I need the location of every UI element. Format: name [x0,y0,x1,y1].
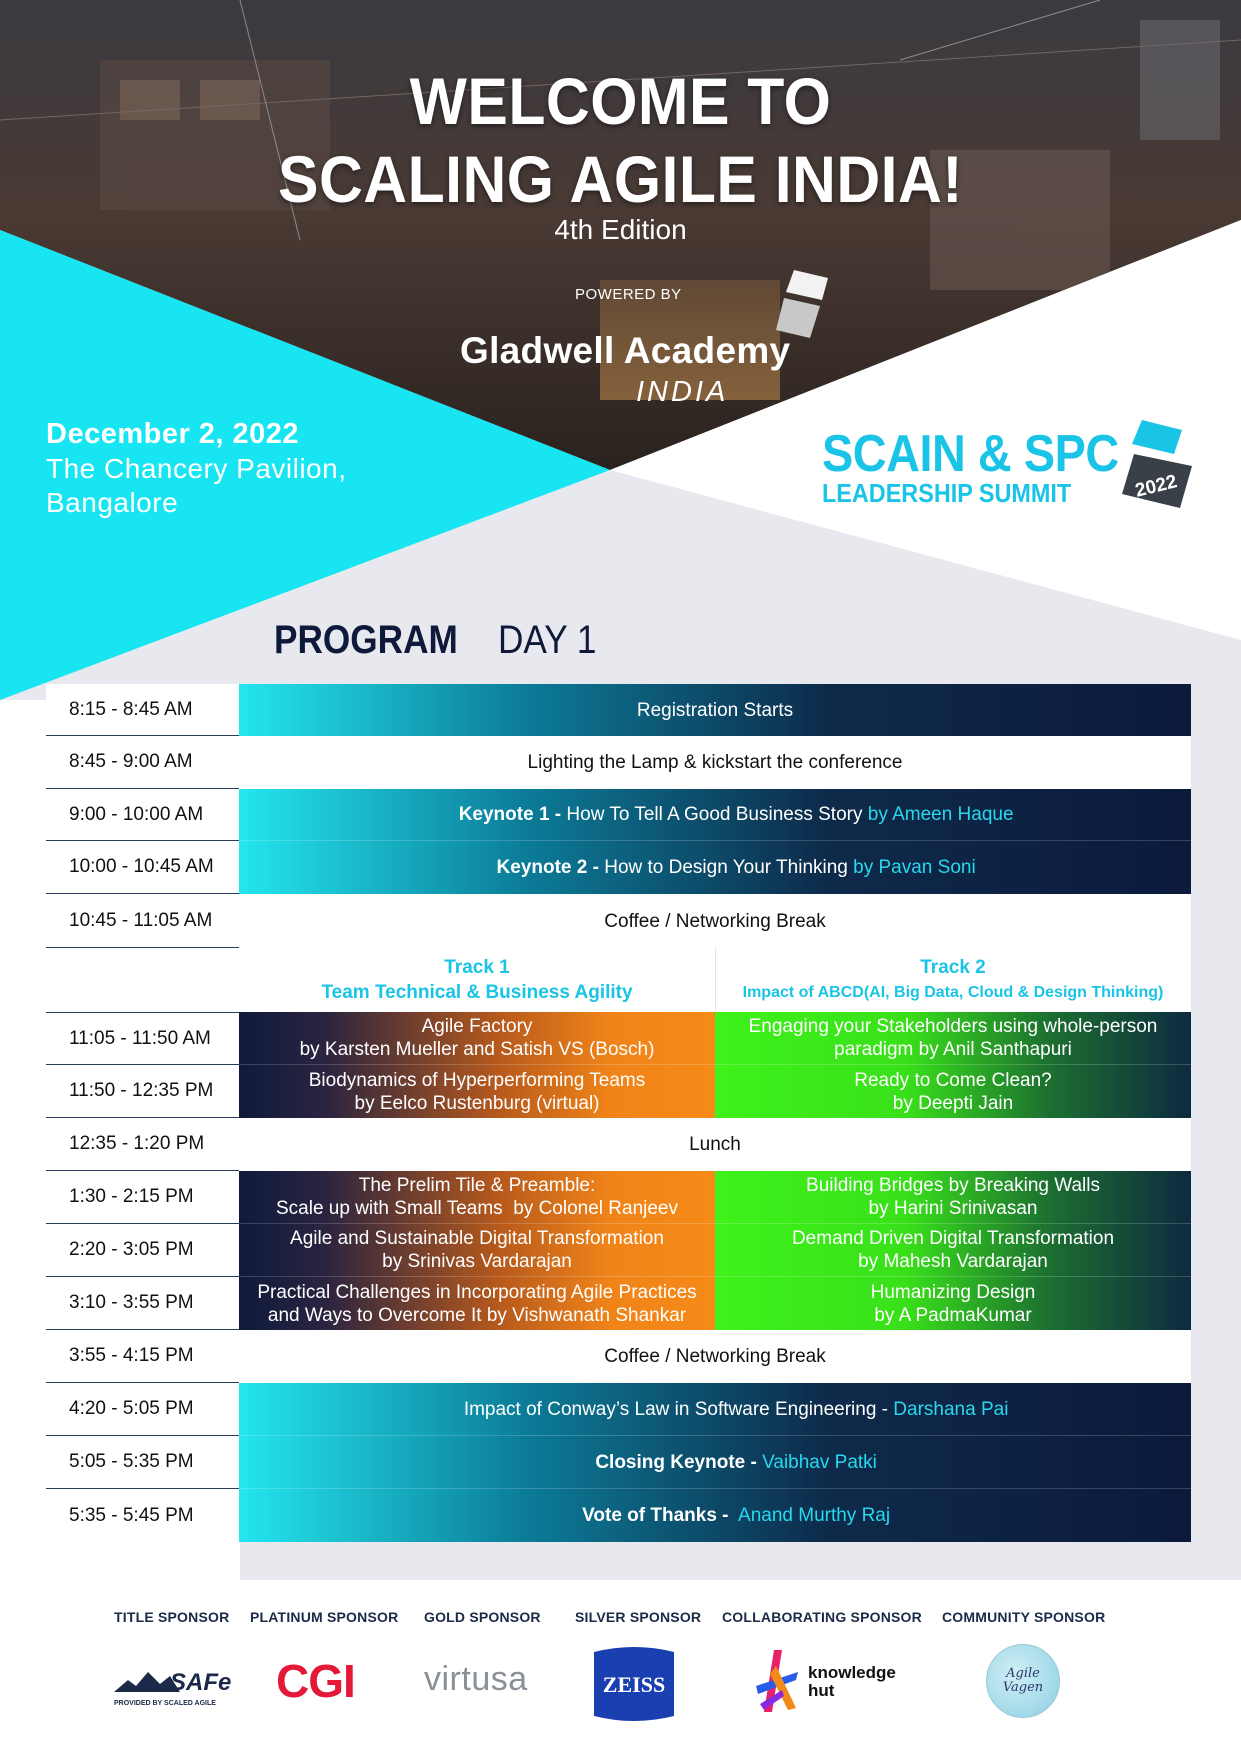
session-speaker: by Mahesh Vardarajan [858,1251,1048,1272]
time-slot: 8:45 - 9:00 AM [46,736,239,789]
session-speaker: by A PadmaKumar [874,1304,1032,1326]
track2-session [715,1065,1191,1118]
hero-title [50,62,1192,218]
schedule-table [46,684,1191,1538]
session-title: Coffee / Networking Break [604,1346,826,1367]
gladwell-logo-icon [776,270,828,338]
event-date: December 2, 2022 [46,418,300,450]
session-speaker: paradigm by Anil Santhapuri [834,1039,1072,1060]
knowledgehut-wordmark [808,1664,896,1700]
safe-logo [114,1662,234,1712]
zeiss-wordmark: ZEISS [602,1672,666,1697]
session-title: Ready to Come Clean? [854,1069,1052,1091]
track1-session [239,1224,715,1277]
sponsors-section [0,1590,1241,1754]
knowledgehut-icon [752,1646,802,1716]
session-keyword: Keynote 2 - [496,857,599,878]
session-title: Building Bridges by Breaking Walls [806,1175,1100,1196]
hero-banner [0,0,1241,700]
session-title: Humanizing Design [870,1281,1036,1303]
track1-session [239,1065,715,1118]
summit-subtitle: LEADERSHIP SUMMIT [822,478,1072,508]
schedule-row [46,684,1191,736]
schedule-row [46,841,1191,894]
time-slot: 2:20 - 3:05 PM [46,1224,239,1277]
session-title: Agile and Sustainable Digital Transformation [290,1228,664,1249]
session-speaker: Vaibhav Patki [756,1451,877,1473]
session-title: Lunch [689,1134,741,1155]
knowledgehut-line2: hut [808,1681,835,1700]
session-keyword: Keynote 1 - [458,804,562,825]
powered-by-label: POWERED BY [575,286,682,303]
time-slot: 10:00 - 10:45 AM [46,841,239,894]
silver-sponsor-label: SILVER SPONSOR [575,1609,702,1625]
schedule-row [46,1277,1191,1330]
academy-sub: INDIA [636,376,729,408]
session-speaker: and Ways to Overcome It by Vishwanath Shankar [267,1304,687,1326]
track1-title: Track 1 [444,957,510,978]
session-cell [239,894,1191,948]
session-keyword: Vote of Thanks - [582,1505,729,1526]
time-slot: 5:35 - 5:45 PM [69,1504,194,1526]
track1-session [239,1171,715,1224]
program-day: DAY 1 [498,618,597,662]
session-speaker: by Karsten Mueller and Satish VS (Bosch) [299,1039,655,1060]
time-slot: 5:05 - 5:35 PM [46,1436,239,1489]
summit-title: SCAIN & SPC [822,425,1119,483]
session-speaker: by Harini Srinivasan [868,1198,1038,1219]
platinum-sponsor-label: PLATINUM SPONSOR [250,1609,399,1625]
time-slot: 3:55 - 4:15 PM [46,1330,239,1383]
hero-title-line2: SCALING AGILE INDIA! [278,142,963,216]
time-slot: 8:15 - 8:45 AM [46,684,239,736]
time-slot: 11:05 - 11:50 AM [46,1012,239,1065]
session-cell [239,684,1191,736]
time-slot: 9:00 - 10:00 AM [46,789,239,841]
session-title: Registration Starts [636,699,794,721]
session-title: Impact of Conway’s Law in Software Engineering - [463,1398,894,1420]
track2-session [715,1171,1191,1224]
agile-vagen-logo [986,1644,1060,1718]
session-speaker: Darshana Pai [893,1398,1009,1420]
community-sponsor-label: COMMUNITY SPONSOR [942,1609,1106,1625]
session-title: Biodynamics of Hyperperforming Teams [308,1069,646,1091]
collaborating-sponsor-label: COLLABORATING SPONSOR [722,1609,922,1625]
summit-year: 2022 [1133,471,1180,502]
session-speaker: by Deepti Jain [892,1092,1014,1114]
session-title: How To Tell A Good Business Story [561,804,868,825]
session-cell [239,1489,1191,1542]
session-title: Agile Factory [421,1016,533,1037]
session-title: Practical Challenges in Incorporating Agile Practices [257,1281,697,1303]
zeiss-logo [594,1646,674,1722]
time-slot-empty [46,948,239,1012]
gold-sponsor-label: GOLD SPONSOR [424,1609,541,1625]
session-title: Engaging your Stakeholders using whole-person [748,1016,1158,1037]
summit-logo-icon [1120,420,1194,508]
safe-wordmark: SAFe [170,1669,232,1694]
edition-label: 4th Edition [554,214,687,245]
zeiss-badge-icon [594,1646,674,1722]
session-speaker: Anand Murthy Raj [728,1505,891,1526]
session-speaker: by Eelco Rustenburg (virtual) [354,1092,600,1114]
time-slot: 11:50 - 12:35 PM [46,1065,239,1118]
agile-vagen-wordmark: Agile Vagen [1002,1666,1044,1695]
track-header-row [46,948,1191,1012]
schedule-row [46,1012,1191,1065]
session-speaker: by Srinivas Vardarajan [382,1251,572,1272]
session-cell [239,841,1191,894]
schedule-row [46,1224,1191,1277]
schedule-row [46,1118,1191,1171]
session-title: Lighting the Lamp & kickstart the conference [527,752,903,773]
track2-subtitle: Impact of ABCD(AI, Big Data, Cloud & Design Thinking) [742,984,1164,1001]
session-cell [239,1118,1191,1171]
knowledgehut-line1: knowledge [808,1663,896,1682]
track2-session [715,1224,1191,1277]
session-title: Demand Driven Digital Transformation [791,1228,1115,1249]
time-slot: 12:35 - 1:20 PM [46,1118,239,1171]
schedule-row [46,1065,1191,1118]
time-slot: 3:10 - 3:55 PM [46,1277,239,1330]
safe-mountain-icon [114,1662,234,1694]
track1-header [239,948,715,1012]
time-slot: 10:45 - 11:05 AM [46,894,239,948]
session-title: Coffee / Networking Break [604,910,826,932]
session-title: How to Design Your Thinking [598,857,854,878]
schedule-row [46,1171,1191,1224]
hero-title-line1: WELCOME TO [409,64,832,138]
track2-session [715,1277,1191,1330]
program-heading [274,618,610,663]
schedule-row [46,1489,1191,1542]
track2-header [715,948,1191,1012]
schedule-row [46,894,1191,948]
cgi-logo: CGI [276,1655,355,1707]
track-divider [715,948,716,1012]
session-speaker: by Pavan Soni [853,857,976,878]
session-speaker: by Ameen Haque [867,804,1014,825]
session-keyword: Closing Keynote - [595,1451,757,1473]
academy-name: Gladwell Academy [460,330,791,371]
track2-session [715,1012,1191,1065]
track1-session [239,1012,715,1065]
knowledgehut-logo [752,1646,902,1716]
track1-subtitle: Team Technical & Business Agility [321,982,633,1003]
session-speaker: Scale up with Small Teams by Colonel Ranjeev [275,1198,678,1219]
track2-title: Track 2 [920,957,986,978]
time-slot: 4:20 - 5:05 PM [46,1383,239,1436]
program-label: PROGRAM [274,618,458,662]
event-venue: The Chancery Pavilion, Bangalore [46,453,347,518]
title-sponsor-label: TITLE SPONSOR [114,1609,230,1625]
safe-subtext: PROVIDED BY SCALED AGILE [114,1700,216,1707]
track1-session [239,1277,715,1330]
session-title: The Prelim Tile & Preamble: [358,1175,596,1196]
time-slot: 1:30 - 2:15 PM [46,1171,239,1224]
virtusa-logo: virtusa [424,1660,528,1698]
